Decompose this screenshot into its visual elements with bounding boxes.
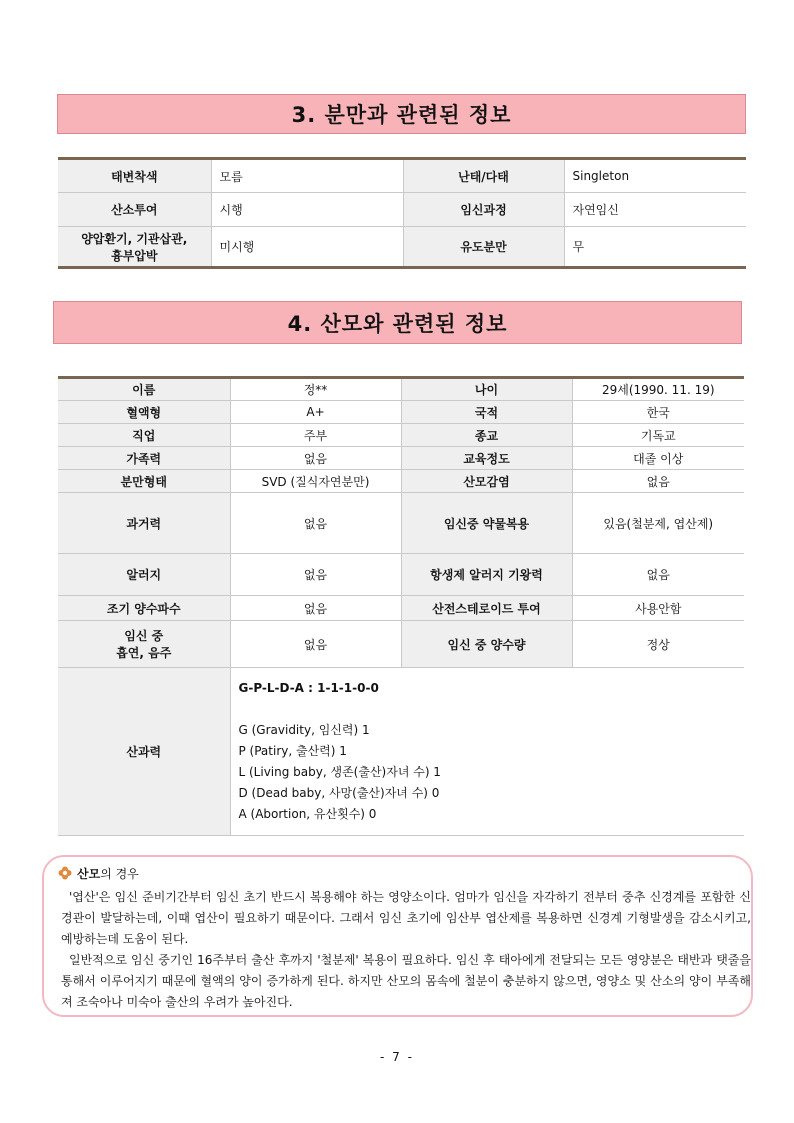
field-value: 없음 xyxy=(230,621,401,668)
field-label: 임신중 약물복용 xyxy=(401,493,572,554)
table-row xyxy=(58,621,744,668)
field-label: 분만형태 xyxy=(58,470,230,493)
field-label: 유도분만 xyxy=(403,227,564,268)
field-label: 혈액형 xyxy=(58,401,230,424)
field-label: 직업 xyxy=(58,424,230,447)
delivery-info-table xyxy=(58,157,746,269)
field-value: SVD (질식자연분만) xyxy=(230,470,401,493)
page-number: - 7 - xyxy=(380,1050,414,1064)
table-row xyxy=(58,193,746,227)
obstetric-line: G (Gravidity, 임신력) 1 xyxy=(238,723,370,737)
table-row xyxy=(58,493,744,554)
table-row xyxy=(58,378,744,401)
field-value: 자연임신 xyxy=(564,193,746,227)
field-label: 가족력 xyxy=(58,447,230,470)
field-value: 시행 xyxy=(211,193,403,227)
note-paragraph: 일반적으로 임신 중기인 16주부터 출산 후까지 '철분제' 복용이 필요하다. 임신 후 태아에게 전달되는 모든 영양분은 태반과 탯줄을 통해서 이루어지기 때문에 혈액의 양이 증가하게 된다. 하지만 산모의 몸속에 철분이 충분하지 않으면, 영양소 및 산소의 양이 부족해져 조숙아나 미숙아 출산의 우려가 높아진다. xyxy=(61,953,751,1009)
field-value: 없음 xyxy=(572,554,744,596)
field-value: 없음 xyxy=(230,447,401,470)
field-label: 임신 중 양수량 xyxy=(401,621,572,668)
field-value: 없음 xyxy=(230,554,401,596)
flower-icon xyxy=(58,866,72,880)
field-value: 없음 xyxy=(230,596,401,621)
field-value: 정상 xyxy=(572,621,744,668)
field-label: 난태/다태 xyxy=(403,159,564,193)
field-value: 미시행 xyxy=(211,227,403,268)
table-row xyxy=(58,159,746,193)
field-value: A+ xyxy=(230,401,401,424)
field-label: 알러지 xyxy=(58,554,230,596)
section3-banner xyxy=(57,94,746,134)
table-row xyxy=(58,401,744,424)
field-label: 항생제 알러지 기왕력 xyxy=(401,554,572,596)
gplda-summary: G-P-L-D-A : 1-1-1-0-0 xyxy=(238,681,379,695)
field-value: 없음 xyxy=(230,493,401,554)
field-label: 종교 xyxy=(401,424,572,447)
field-label: 산소투여 xyxy=(58,193,211,227)
field-label: 임신 중 흡연, 음주 xyxy=(58,621,230,668)
field-label: 산모감염 xyxy=(401,470,572,493)
field-label: 임신과정 xyxy=(403,193,564,227)
field-label: 태변착색 xyxy=(58,159,211,193)
field-value: 정** xyxy=(230,378,401,401)
obstetric-line: A (Abortion, 유산횟수) 0 xyxy=(238,807,377,821)
obstetric-history-row xyxy=(58,668,744,836)
mother-info-table xyxy=(58,376,744,836)
field-value: 한국 xyxy=(572,401,744,424)
field-value: 무 xyxy=(564,227,746,268)
field-label: 교육정도 xyxy=(401,447,572,470)
section4-banner xyxy=(53,301,742,344)
field-value: 29세(1990. 11. 19) xyxy=(572,378,744,401)
note-paragraph: '엽산'은 임신 준비기간부터 임신 초기 반드시 복용해야 하는 영양소이다. 엄마가 임신을 자각하기 전부터 중추 신경계를 포함한 신경관이 발달하는데, 이때 엽산이 필요하기 때문이다. 그래서 임신 초기에 임산부 엽산제를 복용하면 신경계 기형발생을 감소시키고, 예방하는데 도움이 된다. xyxy=(61,890,751,946)
note-title xyxy=(58,865,139,882)
table-row xyxy=(58,447,744,470)
section3-title: 3. 분만과 관련된 정보 xyxy=(291,103,512,127)
table-row xyxy=(58,227,746,268)
field-value: 기독교 xyxy=(572,424,744,447)
table-row xyxy=(58,596,744,621)
field-label: 국적 xyxy=(401,401,572,424)
field-label: 산전스테로이드 투여 xyxy=(401,596,572,621)
field-value: 사용안함 xyxy=(572,596,744,621)
obstetric-line: L (Living baby, 생존(출산)자녀 수) 1 xyxy=(238,765,441,779)
obstetric-line: D (Dead baby, 사망(출산)자녀 수) 0 xyxy=(238,786,440,800)
field-value: 주부 xyxy=(230,424,401,447)
field-value: 없음 xyxy=(572,470,744,493)
field-value: 있음(철분제, 엽산제) xyxy=(572,493,744,554)
field-value: Singleton xyxy=(564,159,746,193)
field-value: 모름 xyxy=(211,159,403,193)
obstetric-history-label: 산과력 xyxy=(58,668,230,836)
field-label: 나이 xyxy=(401,378,572,401)
obstetric-history-value xyxy=(230,668,744,836)
field-label: 조기 양수파수 xyxy=(58,596,230,621)
note-title-bold: 산모 xyxy=(77,867,101,881)
mother-note-box xyxy=(42,855,753,1017)
field-label: 이름 xyxy=(58,378,230,401)
field-label: 양압환기, 기관삽관, 흉부압박 xyxy=(58,227,211,268)
section4-title: 4. 산모와 관련된 정보 xyxy=(287,311,508,336)
note-body xyxy=(61,887,751,1013)
table-row xyxy=(58,470,744,493)
field-label: 과거력 xyxy=(58,493,230,554)
field-value: 대졸 이상 xyxy=(572,447,744,470)
obstetric-line: P (Patiry, 출산력) 1 xyxy=(238,744,347,758)
note-title-rest: 의 경우 xyxy=(100,867,139,881)
table-row xyxy=(58,554,744,596)
table-row xyxy=(58,424,744,447)
